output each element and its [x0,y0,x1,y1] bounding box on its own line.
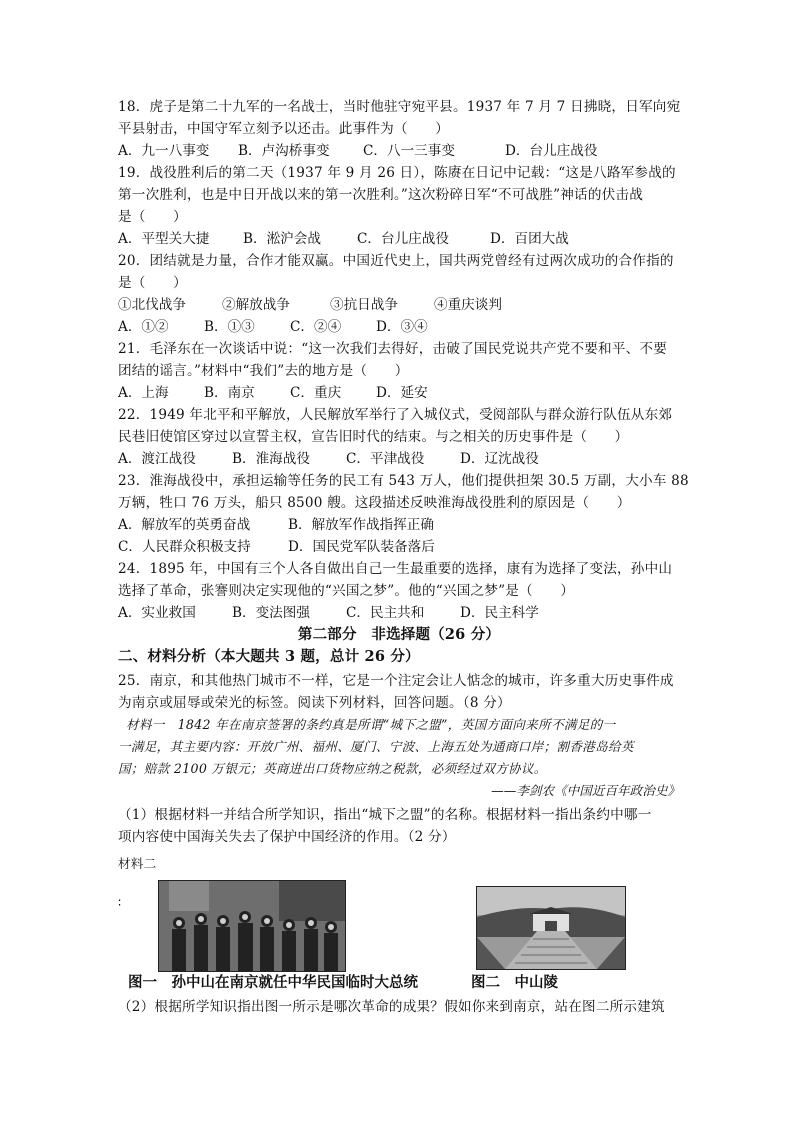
q23-option-b: B．解放军作战指挥正确 [288,517,434,533]
q20-option-d: D．③④ [376,319,428,335]
material1-line-2: 一满足，其主要内容：开放广州、福州、厦门、宁波、上海五处为通商口岸；割香港岛给英 [118,739,634,754]
q25-sub1-line-2: 项内容使中国海关失去了保护中国经济的作用。（2 分） [118,829,456,845]
q20-line-2: 是（ ） [118,275,187,291]
q23-option-c: C．人民群众积极支持 [118,539,251,555]
q20-item-1: ①北伐战争 [118,297,186,313]
q21-option-c: C．重庆 [290,385,342,401]
q20-options [118,316,428,338]
q21-options [118,382,428,404]
q18-option-c: C．八一三事变 [363,143,455,159]
q19-options [118,228,569,250]
q19-line-2: 第一次胜利，也是中日开战以来的第一次胜利。”这次粉碎日军“不可战胜”神话的伏击战 [118,187,644,203]
q21-option-d: D．延安 [376,385,428,401]
part2-title: 第二部分 非选择题（26 分） [297,626,501,643]
margin-mark: ∶ [118,896,122,910]
q19-option-d: D．百团大战 [490,231,569,247]
figure1-photo [158,880,346,972]
q20-item-4: ④重庆谈判 [434,297,502,313]
q22-line-2: 民巷旧使馆区穿过以宣誓主权，宣告旧时代的结束。与之相关的历史事件是（ ） [118,429,629,445]
q22-option-c: C．平津战役 [346,451,425,467]
q25-line-2: 为南京或屈辱或荣光的标签。阅读下列材料，回答问题。（8 分） [118,695,511,711]
material1-source: ——李剑农《中国近百年政治史》 [491,783,680,798]
q18-line-2: 平县射击，中国守军立刻予以还击。此事件为（ ） [118,121,450,137]
q24-option-d: D．民主科学 [460,605,539,621]
q24-option-a: A．实业救国 [118,605,196,621]
q19-line-3: 是（ ） [118,209,187,225]
q18-options [118,140,597,162]
figure1-caption: 图一 孙中山在南京就任中华民国临时大总统 [128,974,418,991]
q18-option-a: A．九一八事变 [118,143,210,159]
q21-option-b: B．南京 [204,385,255,401]
q24-line-1: 24．1895 年，中国有三个人各自做出自己一生最重要的选择，康有为选择了变法，孙中山 [118,561,673,577]
q20-line-1: 20．团结就是力量，合作才能双赢。中国近代史上，国共两党曾经有过两次成功的合作指的 [118,253,674,269]
q21-line-1: 21．毛泽东在一次谈话中说：“这一次我们去得好，击破了国民党说共产党不要和平、不要 [118,341,668,357]
q18-option-d: D．台儿庄战役 [505,143,598,159]
q18-line-1: 18．虎子是第二十九军的一名战士，当时他驻守宛平县。1937 年 7 月 7 日拂晓，日军向宛 [118,99,681,115]
q23-line-2: 万辆，牲口 76 万头，船只 8500 艘。这段描述反映淮海战役胜利的原因是（ ） [118,495,631,511]
material1-line-1: 材料一 1842 年在南京签署的条约真是所谓“城下之盟”，英国方面向来所不满足的一 [126,717,616,732]
q18-option-b: B．卢沟桥事变 [238,143,330,159]
q20-item-3: ③抗日战争 [330,297,398,313]
q23-option-a: A．解放军的英勇奋战 [118,517,251,533]
q22-option-a: A．渡江战役 [118,451,196,467]
q22-options [118,448,539,470]
q21-option-a: A．上海 [118,385,169,401]
q23-line-1: 23．淮海战役中，承担运输等任务的民工有 543 万人，他们提供担架 30.5 万副，大小车 88 [118,473,689,489]
q25-sub2-line-1: （2）根据所学知识指出图一所示是哪次革命的成果？假如你来到南京，站在图二所示建筑 [118,999,665,1015]
q22-line-1: 22．1949 年北平和平解放，人民解放军举行了入城仪式，受阅部队与群众游行队伍从东郊 [118,407,673,423]
figure1-crowd-image [159,881,345,971]
q20-option-c: C．②④ [290,319,342,335]
q24-option-b: B．变法图强 [232,605,310,621]
q24-option-c: C．民主共和 [346,605,425,621]
figure2-caption: 图二 中山陵 [471,974,558,991]
q21-line-2: 团结的谣言。”材料中“我们”去的地方是（ ） [118,363,409,379]
q22-option-b: B．淮海战役 [232,451,310,467]
q25-line-1: 25．南京，和其他热门城市不一样，它是一个注定会让人惦念的城市，许多重大历史事件成 [118,673,674,689]
figure2-mausoleum-image [477,887,625,969]
material1-line-3: 国；赔款 2100 万银元；英商进出口货物应纳之税款，必须经过双方协议。 [118,761,547,776]
section2-title: 二、材料分析（本大题共 3 题，总计 26 分） [118,648,420,665]
q19-line-1: 19．战役胜利后的第二天（1937 年 9 月 26 日），陈赓在日记中记载：“这是八路军参战的 [118,165,676,181]
q24-line-2: 选择了革命，张謇则决定实现他的“兴国之梦”。他的“兴国之梦”是（ ） [118,583,575,599]
q25-sub1-line-1: （1）根据材料一并结合所学知识，指出“城下之盟”的名称。根据材料一指出条约中哪一 [118,807,652,823]
q19-option-b: B．淞沪会战 [243,231,321,247]
q20-item-2: ②解放战争 [222,297,290,313]
material2-label: 材料二 [118,856,157,871]
q20-option-a: A．①② [118,319,169,335]
q23-options-row-2 [118,536,435,558]
q22-option-d: D．辽沈战役 [460,451,539,467]
q20-option-b: B．①③ [204,319,255,335]
q19-option-c: C．台儿庄战役 [357,231,449,247]
q24-options [118,602,539,624]
q23-option-d: D．国民党军队装备落后 [288,539,435,555]
q19-option-a: A．平型关大捷 [118,231,210,247]
q20-items [118,294,502,316]
q23-options-row-1 [118,514,434,536]
figure2-photo [476,886,626,970]
